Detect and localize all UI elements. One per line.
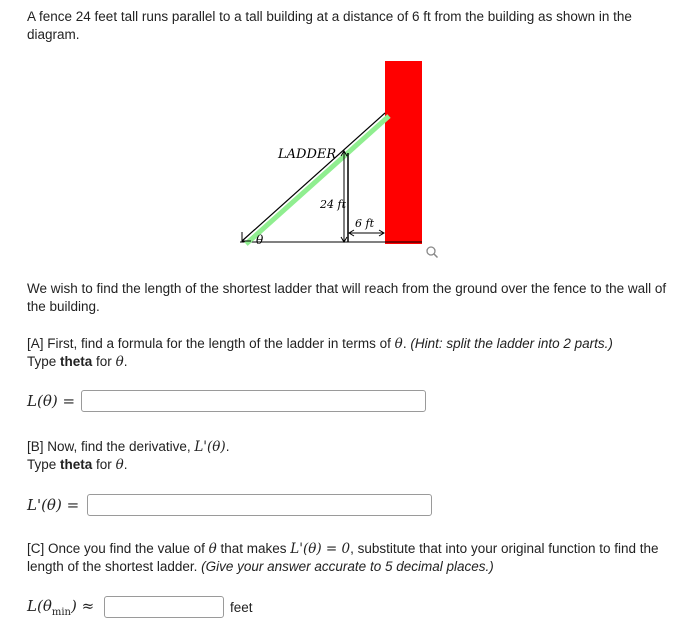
part-a-theta: θ: [394, 336, 403, 352]
part-b-derivative: L'(θ): [194, 439, 226, 455]
fence-height-label: 24 ft: [320, 198, 346, 211]
part-a-type-end: .: [123, 354, 128, 369]
part-b-type-bold: theta: [60, 457, 93, 472]
part-a-answer-row: [27, 390, 426, 412]
part-a-hint: (Hint: split the ladder into 2 parts.): [410, 336, 613, 351]
part-c-label-sub: min: [51, 606, 71, 618]
fence-ladder-diagram: [230, 58, 430, 248]
part-a-type-post: for: [92, 354, 116, 369]
part-a-text: [27, 335, 667, 371]
part-b-text: [27, 438, 667, 474]
building-wall: [385, 61, 422, 244]
part-b-type-pre: Type: [27, 457, 61, 472]
part-b-period: .: [225, 439, 230, 454]
part-a-prompt: [A] First, find a formula for the length of the ladder in terms of: [27, 336, 395, 351]
part-b-type-post: for: [92, 457, 116, 472]
part-a-period: .: [402, 336, 411, 351]
part-a-answer-input[interactable]: [81, 390, 426, 412]
ladder-label: LADDER: [278, 147, 337, 162]
part-b-type-theta: θ: [115, 457, 124, 473]
part-a-type-theta: θ: [115, 354, 124, 370]
angle-label: θ: [256, 233, 264, 247]
distance-label: 6 ft: [355, 217, 374, 230]
part-c-continuation: , substitute that into your original function to find the length of the shortest ladder.: [27, 541, 659, 574]
part-c-answer-row: [27, 596, 253, 618]
part-b-answer-row: [27, 494, 432, 516]
part-c-label-main: L(θ: [27, 596, 52, 615]
part-b-prompt: [B] Now, find the derivative,: [27, 439, 195, 454]
part-c-prompt: [C] Once you find the value of: [27, 541, 209, 556]
unit-label: feet: [230, 599, 253, 615]
part-c-text: [27, 540, 667, 576]
question-text: We wish to find the length of the shortest ladder that will reach from the ground over the fence to the wall of the building.: [27, 281, 667, 314]
part-c-theta: θ: [208, 541, 217, 557]
part-c-equation: L'(θ) = 0: [290, 541, 351, 557]
part-c-answer-input[interactable]: [104, 596, 224, 618]
part-c-answer-label: [27, 597, 104, 618]
part-a-type-bold: theta: [60, 354, 93, 369]
part-b-type-end: .: [123, 457, 128, 472]
zoom-icon[interactable]: [425, 245, 439, 259]
part-c-hint: (Give your answer accurate to 5 decimal places.): [201, 559, 494, 574]
part-a-answer-label: L(θ) =: [27, 392, 76, 410]
part-a-type-pre: Type: [27, 354, 61, 369]
part-c-label-end: ) ≈: [70, 596, 95, 615]
part-c-mid: that makes: [216, 541, 291, 556]
part-b-answer-label: L'(θ) =: [27, 496, 80, 514]
intro-text: A fence 24 feet tall runs parallel to a tall building at a distance of 6 ft from the building as shown in the diagram.: [27, 9, 632, 42]
part-b-answer-input[interactable]: [87, 494, 432, 516]
